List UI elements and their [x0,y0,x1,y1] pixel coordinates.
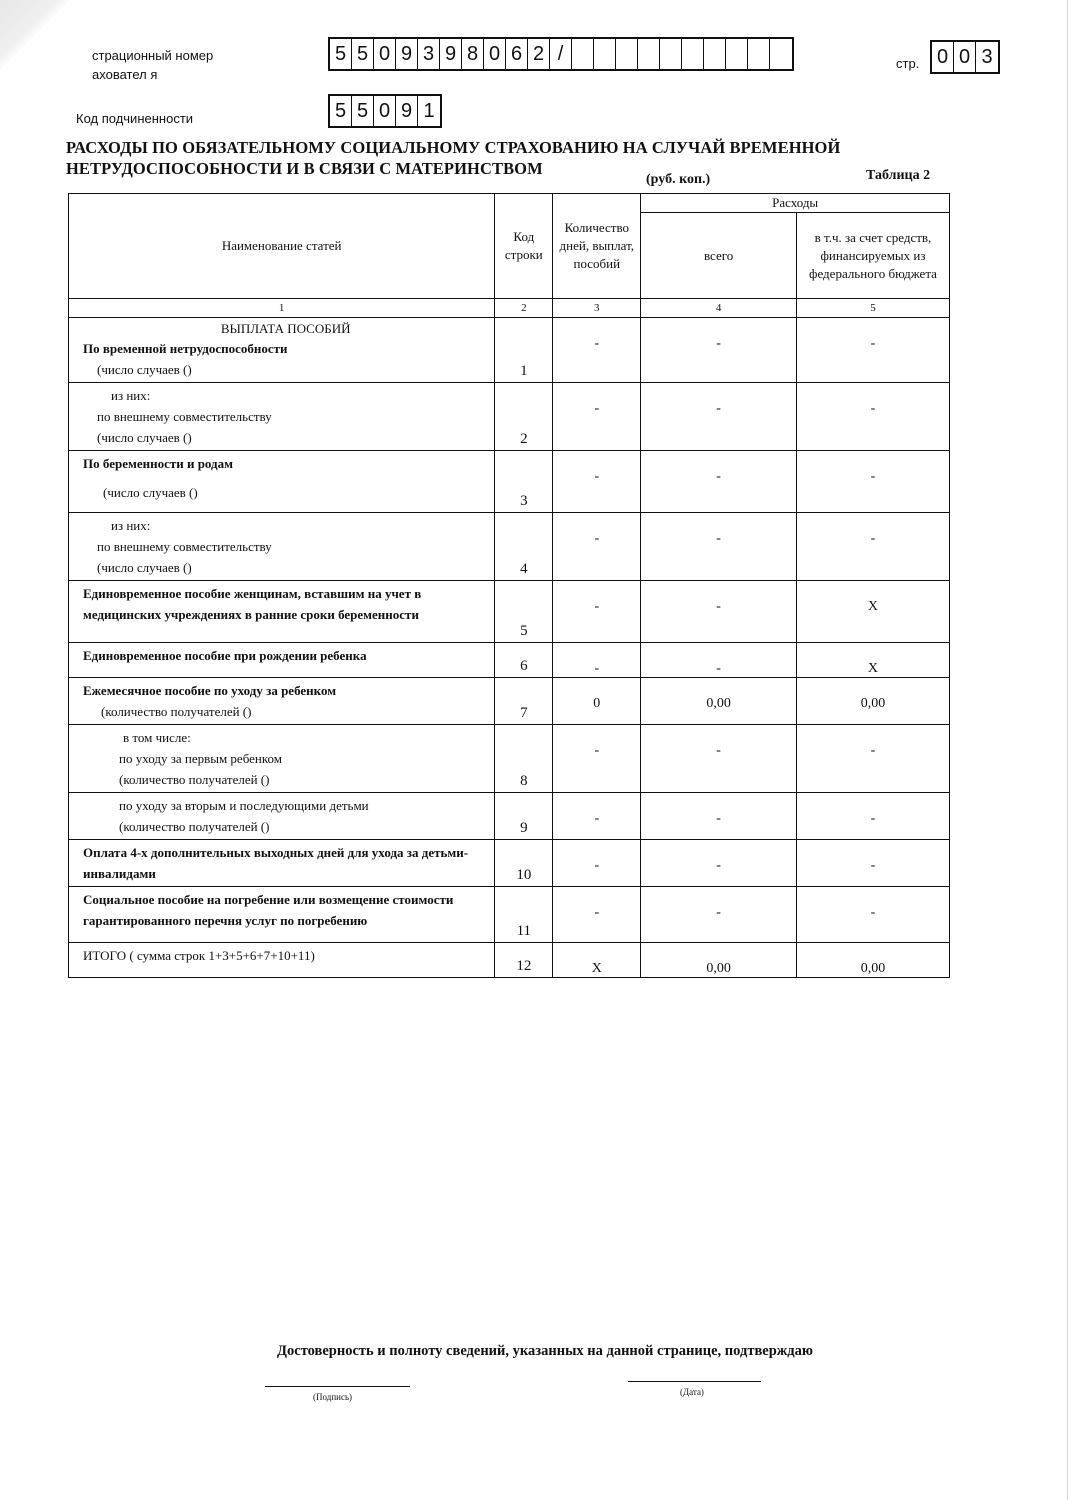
reg-number-cell [616,39,638,69]
subordination-cell: 1 [423,99,435,122]
row-federal: - [796,318,949,383]
subordination-cells [328,94,442,128]
row-name-line: в том числе: [123,730,191,745]
row-name-line: Единовременное пособие при рождении ребенка [83,648,367,663]
row-total: - [641,840,797,887]
row-qty: - [553,581,641,643]
row-name-line: ИТОГО ( сумма строк 1+3+5+6+7+10+11) [83,948,315,963]
page-number-cell: 0 [932,42,954,72]
expenses-table [68,193,950,978]
page-number-cells [930,40,1000,74]
reg-number-cell [594,39,616,69]
row-total: 0,00 [641,943,797,978]
reg-number-cell: 0 [374,39,396,69]
row-code: 10 [495,840,553,887]
subordination-cell: 9 [396,96,418,126]
page-label: стр. [896,56,920,71]
col-number-1: 1 [69,299,495,318]
expenses-table-body [69,318,950,978]
section-title: ВЫПЛАТА ПОСОБИЙ [220,321,351,336]
row-name-line: По временной нетрудоспособности [83,341,288,356]
row-name [69,581,495,643]
confirmation-text: Достоверность и полноту сведений, указанных на данной странице, подтверждаю [277,1343,813,1359]
row-name [69,887,495,943]
row-name-line: Единовременное пособие женщинам, вставшим на учет в медицинских учреждениях в ранние сроки беременности [83,586,422,622]
row-name-line: По беременности и родам [83,456,233,471]
row-qty: - [553,451,641,513]
row-name-line: по внешнему совместительству [97,409,272,424]
reg-number-cell [748,39,770,69]
row-code: 8 [495,725,553,793]
row-total: - [641,318,797,383]
row-name [69,318,495,383]
row-federal: X [796,581,949,643]
row-name-line: (количество получателей () [119,819,270,834]
table-row [69,318,950,383]
table-row [69,643,950,678]
row-qty: - [553,887,641,943]
row-federal: - [796,513,949,581]
subordination-label: Код подчиненности [76,111,194,126]
row-federal: - [796,383,949,451]
reg-number-cell: 9 [396,39,418,69]
signature-caption: (Подпись) [313,1392,353,1402]
reg-number-cell: / [550,39,572,69]
reg-number-cell: 2 [528,39,550,69]
row-qty: X [553,943,641,978]
row-name-line: Ежемесячное пособие по уходу за ребенком [83,683,337,698]
row-name-line: (число случаев () [103,485,198,500]
reg-number-cell [660,39,682,69]
table-row [69,451,950,513]
row-name [69,643,495,678]
row-total: - [641,643,797,678]
row-federal: - [796,840,949,887]
table-row [69,840,950,887]
col-number-5: 5 [796,299,949,318]
reg-number-label: страционный номер аховател я [92,48,214,82]
reg-number-cells [328,37,794,71]
subordination-cell: 0 [374,96,396,126]
header-code: Код строки [495,194,553,299]
row-total: - [641,725,797,793]
page-edge-shadow [1067,0,1068,1500]
row-name-line: (количество получателей () [119,772,270,787]
row-name-line: Социальное пособие на погребение или возмещение стоимости гарантированного перечня услуг по погребению [83,892,454,928]
row-total: - [641,451,797,513]
header-expenses: Расходы [641,194,950,213]
reg-number-cell: 3 [418,39,440,69]
row-total: - [641,383,797,451]
row-name-line: по внешнему совместительству [97,539,272,554]
row-qty: - [553,725,641,793]
row-name [69,513,495,581]
row-name-line: из них: [111,388,151,403]
row-federal: 0,00 [796,943,949,978]
row-total: - [641,513,797,581]
reg-number-cell: 5 [330,39,352,69]
row-qty: - [553,383,641,451]
table-row [69,725,950,793]
table-row [69,678,950,725]
row-federal: - [796,725,949,793]
reg-number-cell [704,39,726,69]
table-row [69,581,950,643]
header-name: Наименование статей [69,194,495,299]
reg-number-cell [638,39,660,69]
row-code: 3 [495,451,553,513]
header-total: всего [641,213,797,299]
row-name-line: по уходу за вторым и последующими детьми [119,798,369,813]
row-qty: - [553,840,641,887]
col-number-2: 2 [495,299,553,318]
row-total: 0,00 [641,678,797,725]
table-row [69,513,950,581]
date-line [628,1381,761,1382]
row-code: 1 [495,318,553,383]
reg-number-cell: 8 [462,39,484,69]
reg-number-cell [726,39,748,69]
header-qty: Количество дней, выплат, пособий [553,194,641,299]
row-code: 12 [495,943,553,978]
row-name-line: из них: [111,518,151,533]
reg-number-cell [770,39,792,69]
table-row [69,383,950,451]
reg-number-cell [572,39,594,69]
reg-number-cell: 6 [506,39,528,69]
row-qty: - [553,513,641,581]
row-name [69,725,495,793]
reg-number-cell [682,39,704,69]
reg-number-cell: 0 [484,39,506,69]
reg-number-cell: 9 [440,39,462,69]
row-name [69,678,495,725]
row-qty: - [553,793,641,840]
row-federal: X [796,643,949,678]
row-name-line: (число случаев () [97,362,192,377]
row-qty: 0 [553,678,641,725]
table-row [69,943,950,978]
row-name-line: по уходу за первым ребенком [119,751,283,766]
col-number-4: 4 [641,299,797,318]
row-name [69,793,495,840]
units-label: (руб. коп.) [646,172,711,187]
row-code: 6 [495,643,553,678]
row-name [69,383,495,451]
row-qty: - [553,318,641,383]
row-name [69,840,495,887]
row-federal: 0,00 [796,678,949,725]
table-label: Таблица 2 [866,168,931,183]
row-name-line: (число случаев () [97,430,192,445]
row-total: - [641,793,797,840]
row-code: 4 [495,513,553,581]
col-number-3: 3 [553,299,641,318]
row-name-line: (число случаев () [97,560,192,575]
row-code: 5 [495,581,553,643]
row-name-line: Оплата 4-х дополнительных выходных дней для ухода за детьми-инвалидами [83,845,469,881]
form-title: РАСХОДЫ ПО ОБЯЗАТЕЛЬНОМУ СОЦИАЛЬНОМУ СТРАХОВАНИЮ НА СЛУЧАЙ ВРЕМЕННОЙ НЕТРУДОСПОСОБНОСТИ И В СВЯЗИ С МАТЕРИНСТВОМ [66,138,841,178]
subordination-cell: 5 [330,96,352,126]
table-row [69,887,950,943]
row-federal: - [796,451,949,513]
date-caption: (Дата) [680,1387,704,1397]
row-name [69,451,495,513]
row-federal: - [796,887,949,943]
page-number-cell: 3 [981,45,993,68]
row-total: - [641,581,797,643]
row-federal: - [796,793,949,840]
row-code: 7 [495,678,553,725]
row-code: 2 [495,383,553,451]
row-qty: - [553,643,641,678]
row-code: 9 [495,793,553,840]
header-federal: в т.ч. за счет средств, финансируемых из федерального бюджета [796,213,949,299]
row-name-line: (количество получателей () [101,704,252,719]
table-row [69,793,950,840]
signature-line [265,1386,410,1387]
subordination-cell: 5 [352,96,374,126]
page-number-cell: 0 [954,42,976,72]
reg-number-cell: 5 [352,39,374,69]
row-code: 11 [495,887,553,943]
row-name [69,943,495,978]
row-total: - [641,887,797,943]
